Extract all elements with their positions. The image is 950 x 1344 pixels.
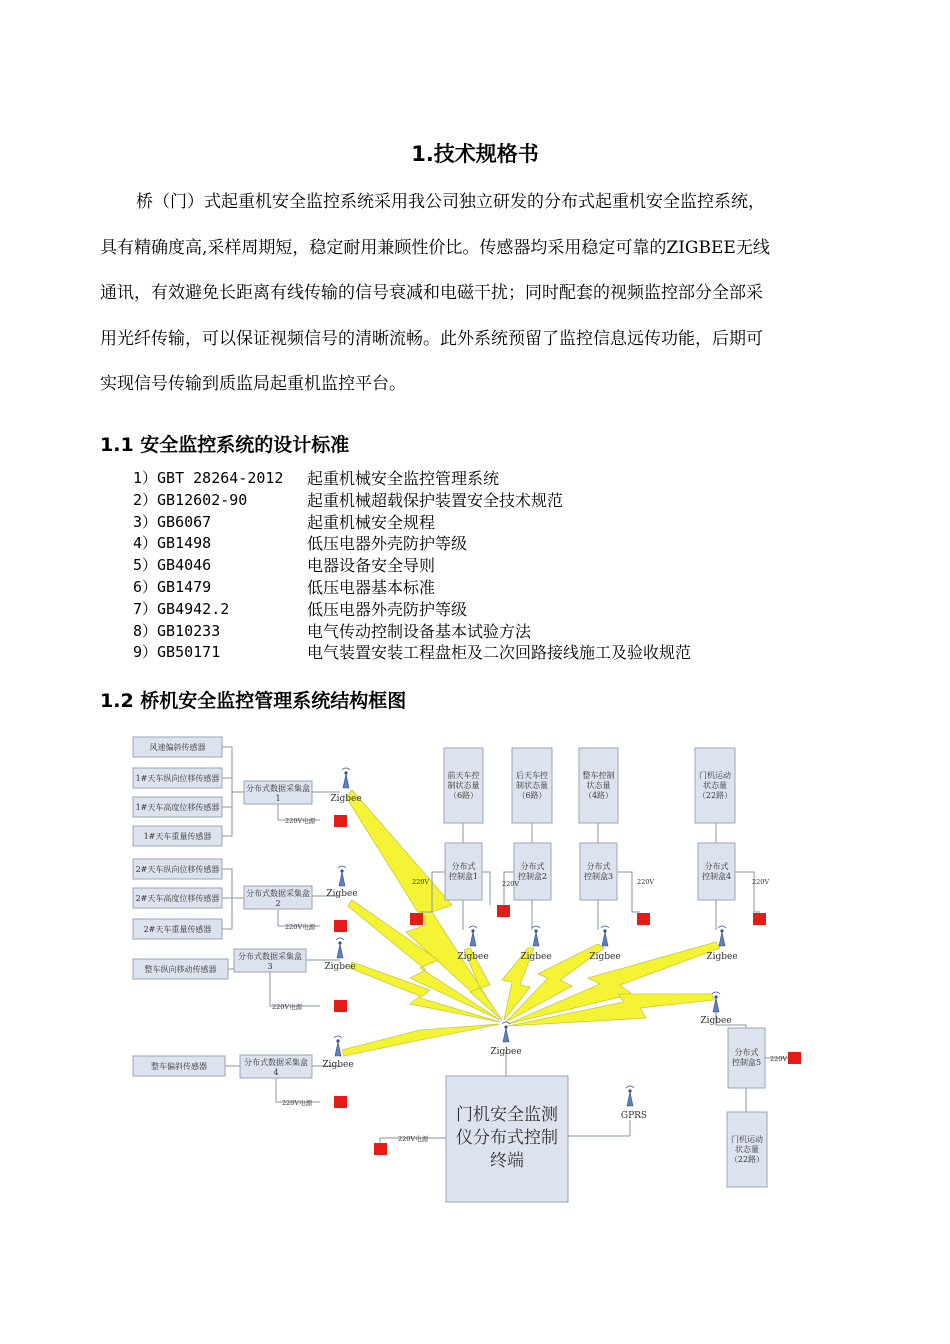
sensor-box (133, 768, 222, 788)
zigbee-label: Zigbee (700, 1016, 732, 1026)
collector-label: 分布式数据采集盒 (246, 784, 310, 793)
controller-number: 控制盒5 (731, 1058, 762, 1067)
status-label: 门机运动 (731, 1135, 763, 1144)
gprs-label: GPRS (620, 1111, 648, 1121)
power-label: 220V电源 (282, 1099, 313, 1107)
controller-label: 分布式 (451, 862, 476, 871)
zigbee-label: Zigbee (457, 952, 489, 962)
page-title: 1.技术规格书 (411, 142, 539, 166)
power-socket (788, 1052, 801, 1064)
status-box (512, 748, 552, 823)
collector-number: 1 (275, 794, 281, 803)
standard-name: 低压电器基本标准 (307, 577, 436, 597)
standard-code: 5）GB4046 (133, 556, 212, 575)
voltage-label: 220V (752, 878, 770, 886)
controller-number: 控制盒4 (701, 872, 732, 881)
sensor-label: 整车纵向移动传感器 (144, 965, 217, 974)
collector-number: 3 (267, 962, 273, 971)
standard-code: 8）GB10233 (133, 621, 221, 640)
status-label: 整车控制 (582, 771, 615, 780)
sensor-box (133, 919, 222, 939)
power-socket (334, 1096, 347, 1108)
status-count: （6路） (517, 791, 547, 800)
controller-box (698, 843, 735, 900)
zigbee-label: Zigbee (322, 1060, 354, 1070)
status-label: 后天车控 (516, 771, 548, 780)
collector-box (244, 781, 312, 804)
sensor-box (133, 737, 222, 757)
status-box (444, 748, 483, 823)
zigbee-label: Zigbee (324, 962, 356, 972)
antenna-icon (718, 926, 726, 946)
controller-box (445, 843, 482, 900)
intro-line: 通讯，有效避免长距离有线传输的信号衰减和电磁干扰；同时配套的视频监控部分全部采 (100, 283, 763, 303)
controller-number: 控制盒3 (583, 872, 614, 881)
sensor-label: 风速偏斜传感器 (149, 743, 206, 752)
intro-line: 实现信号传输到质监局起重机监控平台。 (100, 374, 406, 394)
standard-name: 低压电器外壳防护等级 (307, 534, 468, 554)
sensor-label: 2#天车重量传感器 (143, 925, 212, 934)
standard-name: 电器设备安全导则 (307, 556, 436, 576)
antenna-icon (342, 768, 350, 788)
sensor-box (133, 888, 222, 908)
power-label: 220V电源 (285, 923, 316, 931)
controller-label: 分布式 (520, 862, 545, 871)
power-label: 220V电源 (285, 817, 316, 825)
status-count: （4路） (583, 791, 614, 800)
standard-name: 起重机械安全规程 (307, 512, 436, 532)
status-label: 制状态量 (516, 781, 548, 790)
power-socket (334, 1000, 347, 1012)
power-socket (410, 913, 423, 925)
controller-box (728, 1028, 765, 1088)
status-label: 制状态量 (447, 781, 480, 790)
section-heading-diagram: 1.2 桥机安全监控管理系统结构框图 (100, 690, 407, 712)
voltage-label: 220V (770, 1055, 788, 1063)
power-socket (334, 920, 347, 932)
control-terminal (446, 1076, 568, 1202)
terminal-label: 仪分布式控制 (456, 1128, 558, 1148)
zigbee-label: Zigbee (330, 794, 362, 804)
terminal-label: 终端 (490, 1151, 524, 1171)
zigbee-label: Zigbee (589, 952, 621, 962)
status-box (727, 1112, 767, 1187)
status-label: 状态量 (703, 781, 727, 790)
collector-number: 4 (273, 1068, 279, 1077)
controller-box (580, 843, 617, 900)
sensor-box (133, 826, 222, 846)
standard-code: 3）GB6067 (133, 512, 212, 531)
section-heading-standards: 1.1 安全监控系统的设计标准 (100, 434, 350, 456)
standard-code: 7）GB4942.2 (133, 599, 230, 618)
status-label: 状态量 (735, 1145, 759, 1154)
controller-label: 分布式 (704, 862, 729, 871)
power-label: 220V电源 (272, 1003, 303, 1011)
antenna-icon (469, 926, 477, 946)
standard-code: 2）GB12602-90 (133, 490, 248, 509)
antenna-icon (502, 1022, 510, 1042)
power-socket (637, 913, 650, 925)
collector-box (234, 949, 306, 972)
controller-label: 分布式 (586, 862, 611, 871)
sensor-box (133, 859, 222, 879)
zigbee-label: Zigbee (706, 952, 738, 962)
controller-box (514, 843, 551, 900)
sensor-label: 1#天车高度位移传感器 (135, 803, 220, 812)
standard-name: 低压电器外壳防护等级 (307, 599, 468, 619)
sensor-box (133, 959, 228, 979)
standard-name: 起重机械安全监控管理系统 (307, 469, 500, 488)
antenna-icon (532, 926, 540, 946)
collector-label: 分布式数据采集盒 (238, 952, 302, 961)
antenna-icon (601, 926, 609, 946)
collector-number: 2 (275, 899, 281, 908)
standard-name: 起重机械超载保护装置安全技术规范 (307, 490, 564, 510)
antenna-icon (626, 1086, 634, 1106)
lightning-bolt-icon (342, 1024, 500, 1056)
status-count: （22路） (697, 791, 733, 800)
sensor-box (133, 797, 222, 817)
terminal-label: 门机安全监测 (456, 1105, 558, 1125)
zigbee-label: Zigbee (326, 889, 358, 899)
status-count: （22路） (729, 1155, 765, 1164)
collector-box (244, 886, 312, 909)
standard-code: 6）GB1479 (133, 577, 212, 596)
intro-line: 桥（门）式起重机安全监控系统采用我公司独立研发的分布式起重机安全监控系统， (136, 192, 765, 212)
power-socket (334, 815, 347, 827)
collector-label: 分布式数据采集盒 (244, 1058, 308, 1067)
antenna-icon (336, 938, 344, 958)
sensor-label: 1#天车重量传感器 (143, 832, 212, 841)
power-label: 220V电源 (398, 1135, 429, 1143)
sensor-box (133, 1056, 225, 1076)
zigbee-label: Zigbee (490, 1047, 522, 1057)
collector-label: 分布式数据采集盒 (246, 889, 310, 898)
power-socket (374, 1143, 387, 1155)
voltage-label: 220V (502, 880, 520, 888)
controller-number: 控制盒2 (517, 872, 548, 881)
status-label: 门机运动 (699, 771, 731, 780)
sensor-label: 2#天车纵向位移传感器 (135, 865, 220, 874)
antenna-icon (338, 866, 346, 886)
intro-line: 具有精确度高,采样周期短，稳定耐用兼顾性价比。传感器均采用稳定可靠的ZIGBEE无线 (100, 237, 770, 258)
intro-line: 用光纤传输，可以保证视频信号的清晰流畅。此外系统预留了监控信息远传功能，后期可 (100, 328, 763, 349)
sensor-label: 整车偏斜传感器 (151, 1062, 207, 1071)
controller-number: 控制盒1 (448, 872, 479, 881)
wireless-links (342, 790, 720, 1056)
voltage-label: 220V (412, 878, 430, 886)
collector-box (240, 1055, 312, 1078)
power-socket (497, 905, 510, 917)
status-count: （6路） (448, 791, 479, 800)
antenna-icon (712, 992, 720, 1012)
power-socket (753, 913, 766, 925)
standard-code: 4）GB1498 (133, 534, 212, 553)
sensor-label: 2#天车高度位移传感器 (135, 894, 220, 903)
standard-name: 电气传动控制设备基本试验方法 (307, 621, 532, 641)
standard-code: 1）GBT 28264-2012 (133, 469, 284, 487)
standard-code: 9）GB50171 (133, 643, 221, 662)
status-label: 前天车控 (447, 771, 480, 780)
status-box (579, 748, 618, 823)
controller-label: 分布式 (734, 1048, 759, 1057)
sensor-boxes (133, 737, 228, 1076)
voltage-label: 220V (637, 878, 655, 886)
status-label: 状态量 (586, 781, 611, 790)
zigbee-label: Zigbee (520, 952, 552, 962)
status-box (695, 748, 735, 823)
standard-name: 电气装置安装工程盘柜及二次回路接线施工及验收规范 (307, 643, 692, 663)
antenna-icon (334, 1036, 342, 1056)
sensor-label: 1#天车纵向位移传感器 (135, 774, 220, 783)
